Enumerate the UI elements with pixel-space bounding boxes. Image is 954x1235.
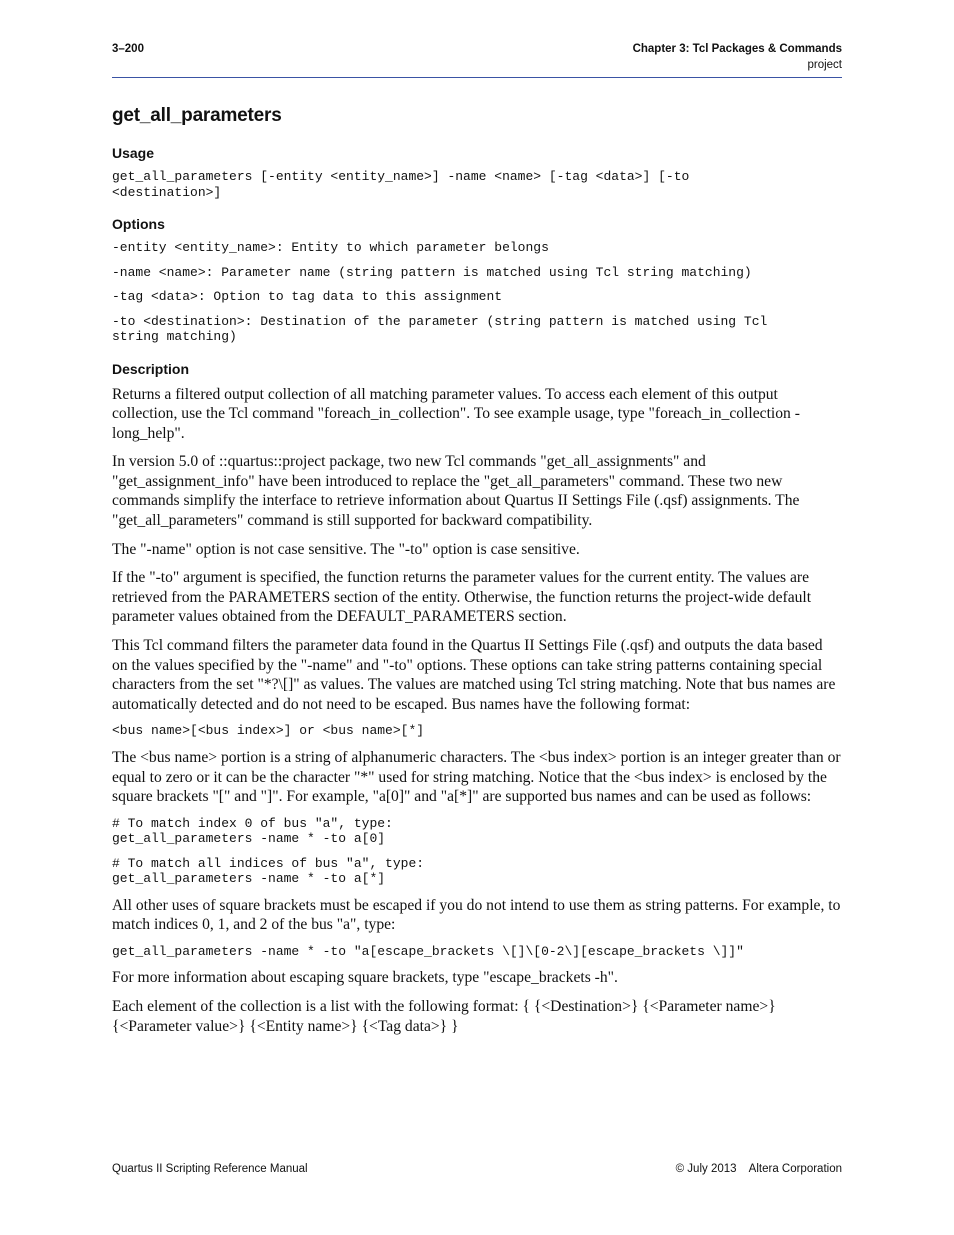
- footer-copyright: © July 2013 Altera Corporation: [675, 1163, 842, 1175]
- option-name: -name <name>: Parameter name (string pattern is matched using Tcl string matching): [112, 264, 752, 280]
- description-paragraph: Returns a filtered output collection of all matching parameter values. To access each element of this output collection, use the Tcl command "foreach_in_collection". To see example usage, type "foreach_in_collection -long_help".: [112, 385, 800, 442]
- description-heading: Description: [112, 360, 190, 377]
- description-paragraph: The "-name" option is not case sensitive. The "-to" option is case sensitive.: [112, 540, 580, 558]
- options-heading: Options: [112, 216, 165, 232]
- usage-code: get_all_parameters [-entity <entity_name>] -name <name> [-tag <data>] [-to <destination>]: [112, 169, 690, 200]
- option-tag: -tag <data>: Option to tag data to this assignment: [112, 289, 503, 304]
- escape-example-code: get_all_parameters -name * -to "a[escape_brackets \[]\[0-2\][escape_brackets \]]": [112, 943, 744, 959]
- example-code-index: # To match index 0 of bus "a", type: get_all_parameters -name * -to a[0]: [112, 815, 393, 847]
- description-paragraph: If the "-to" argument is specified, the function returns the parameter values for the current entity. The values are retrieved from the PARAMETERS section of the entity. Otherwise, the function returns the project-wide default parameter values obtained from the DEFAULT_PARAMETERS section.: [112, 569, 812, 626]
- chapter-title: Chapter 3: Tcl Packages & Commands: [632, 43, 842, 55]
- usage-heading: Usage: [112, 145, 155, 161]
- description-paragraph: This Tcl command filters the parameter data found in the Quartus II Settings File (.qsf) and outputs the data based on the values specified by the "-name" and "-to" options. These options can take string patterns containing special characters from the set "*?\[]" as values. The values are matched using Tcl string matching. Note that bus names are automatically detected and do not need to be escaped. Bus names have the following format:: [112, 637, 836, 713]
- footer-manual-title: Quartus II Scripting Reference Manual: [112, 1163, 308, 1175]
- description-paragraph: For more information about escaping square brackets, type "escape_brackets -h".: [112, 969, 618, 987]
- example-code-all: # To match all indices of bus "a", type: get_all_parameters -name * -to a[*]: [112, 855, 425, 887]
- bus-format-code: <bus name>[<bus index>] or <bus name>[*]: [112, 723, 425, 739]
- command-title: get_all_parameters: [112, 105, 282, 126]
- description-paragraph: Each element of the collection is a list with the following format: { {<Destination>} {<Parameter name>} {<Parameter value>} {<Entity name>} {<Tag data>} }: [112, 997, 776, 1035]
- section-name: project: [807, 59, 842, 71]
- page-number: 3–200: [112, 43, 144, 55]
- description-paragraph: The <bus name> portion is a string of alphanumeric characters. The <bus index> portion is an integer greater than or equal to zero or it can be the character "*" used for string matching. Notice that the <bus index> is enclosed by the square brackets "[" and "]". For example, "a[0]" and "a[*]" are supported bus names and can be used as follows:: [112, 748, 841, 806]
- header-rule: [112, 77, 842, 78]
- description-paragraph: In version 5.0 of ::quartus::project package, two new Tcl commands "get_all_assignments" and "get_assignment_info" have been introduced to replace the "get_all_parameters" command. These two new commands simplify the interface to retrieve information about Quartus II Settings File (.qsf) assignments. The "get_all_parameters" command is still supported for backward compatibility.: [112, 453, 800, 530]
- main-content: [112, 105, 842, 1045]
- option-to: -to <destination>: Destination of the parameter (string pattern is matched using Tcl string matching): [112, 313, 768, 344]
- description-paragraph: All other uses of square brackets must be escaped if you do not intend to use them as string patterns. For example, to match indices 0, 1, and 2 of the bus "a", type:: [112, 896, 841, 934]
- option-entity: -entity <entity_name>: Entity to which parameter belongs: [112, 240, 549, 255]
